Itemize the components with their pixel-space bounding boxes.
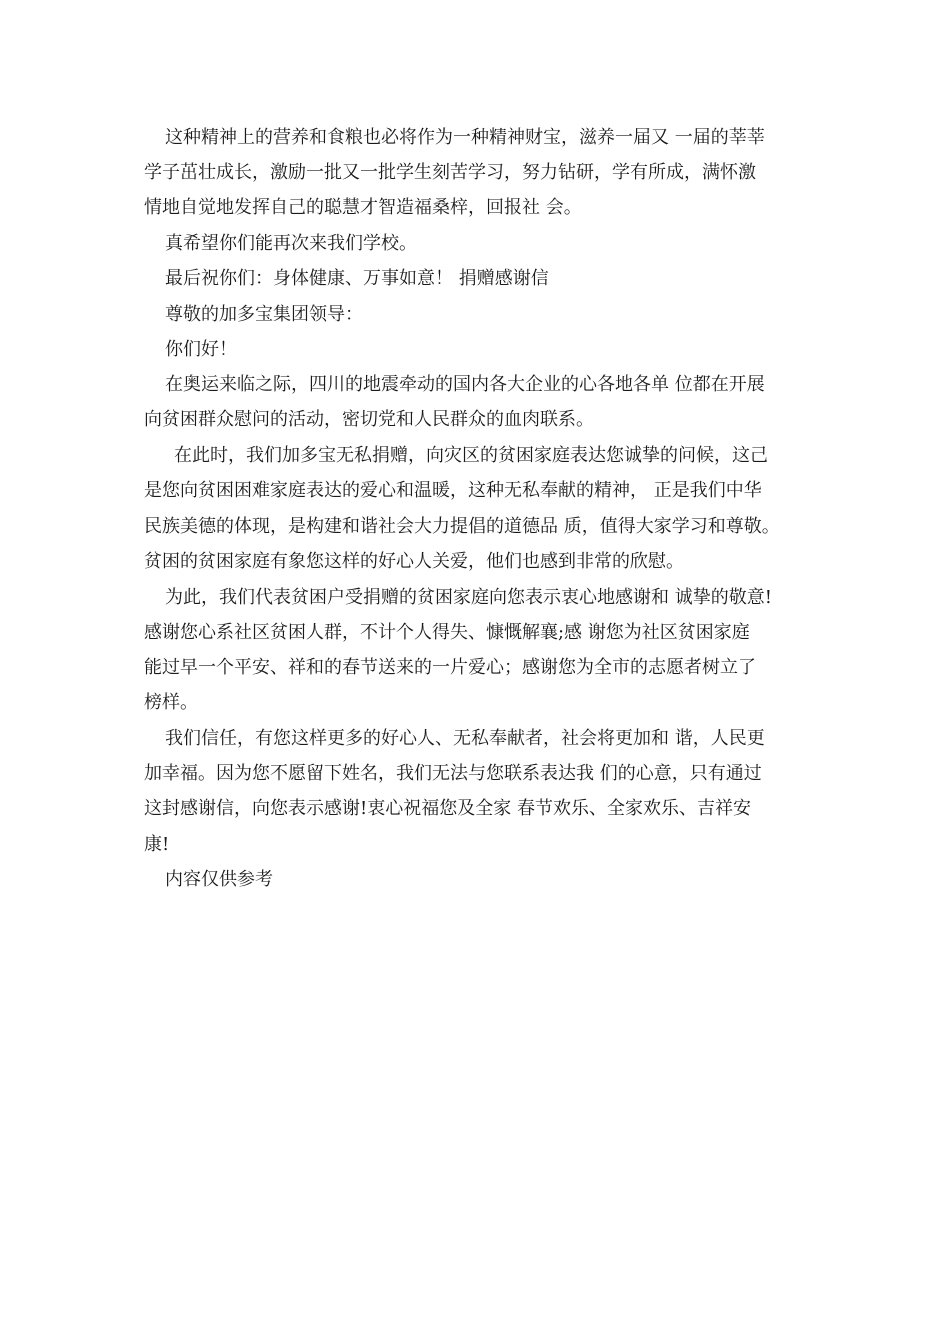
text-line: 加幸福。因为您不愿留下姓名，我们无法与您联系表达我 们的心意，只有通过 — [144, 763, 762, 784]
text-line: 能过早一个平安、祥和的春节送来的一片爱心；感谢您为全市的志愿者树立了 — [144, 657, 756, 678]
text-line: 感谢您心系社区贫困人群，不计个人得失、慷慨解襄;感 谢您为社区贫困家庭 — [144, 622, 750, 643]
text-line: 贫困的贫困家庭有象您这样的好心人关爱，他们也感到非常的欣慰。 — [144, 551, 684, 572]
text-line-letter-title: 最后祝你们：身体健康、万事如意！ 捐赠感谢信 — [165, 268, 549, 289]
text-line: 是您向贫困困难家庭表达的爱心和温暖，这种无私奉献的精神， 正是我们中华 — [144, 480, 762, 501]
text-line: 我们信任，有您这样更多的好心人、无私奉献者，社会将更加和 谐，人民更 — [165, 728, 765, 749]
text-line: 康! — [144, 834, 170, 855]
text-line: 在此时，我们加多宝无私捐赠，向灾区的贫困家庭表达您诚挚的问候，这己 — [174, 445, 768, 466]
text-line: 真希望你们能再次来我们学校。 — [165, 233, 417, 254]
text-line: 这封感谢信，向您表示感谢!衷心祝福您及全家 春节欢乐、全家欢乐、吉祥安 — [144, 798, 751, 819]
text-line: 学子茁壮成长，激励一批又一批学生刻苦学习，努力钻研，学有所成，满怀激 — [144, 162, 756, 183]
footer-note: 内容仅供参考 — [165, 869, 273, 890]
text-line: 榜样。 — [144, 692, 198, 713]
text-line: 民族美德的体现，是构建和谐社会大力提倡的道德品 质，值得大家学习和尊敬。 — [144, 516, 780, 537]
letter-greeting: 你们好！ — [165, 339, 237, 360]
text-line: 在奥运来临之际，四川的地震牵动的国内各大企业的心各地各单 位都在开展 — [165, 374, 765, 395]
text-line: 向贫困群众慰问的活动，密切党和人民群众的血肉联系。 — [144, 409, 594, 430]
text-line: 这种精神上的营养和食粮也必将作为一种精神财宝，滋养一届又 一届的莘莘 — [165, 127, 765, 148]
text-line: 为此，我们代表贫困户受捐赠的贫困家庭向您表示衷心地感谢和 诚挚的敬意! — [165, 587, 772, 608]
letter-salutation: 尊敬的加多宝集团领导： — [165, 304, 363, 325]
text-line: 情地自觉地发挥自己的聪慧才智造福桑梓，回报社 会。 — [144, 197, 582, 218]
